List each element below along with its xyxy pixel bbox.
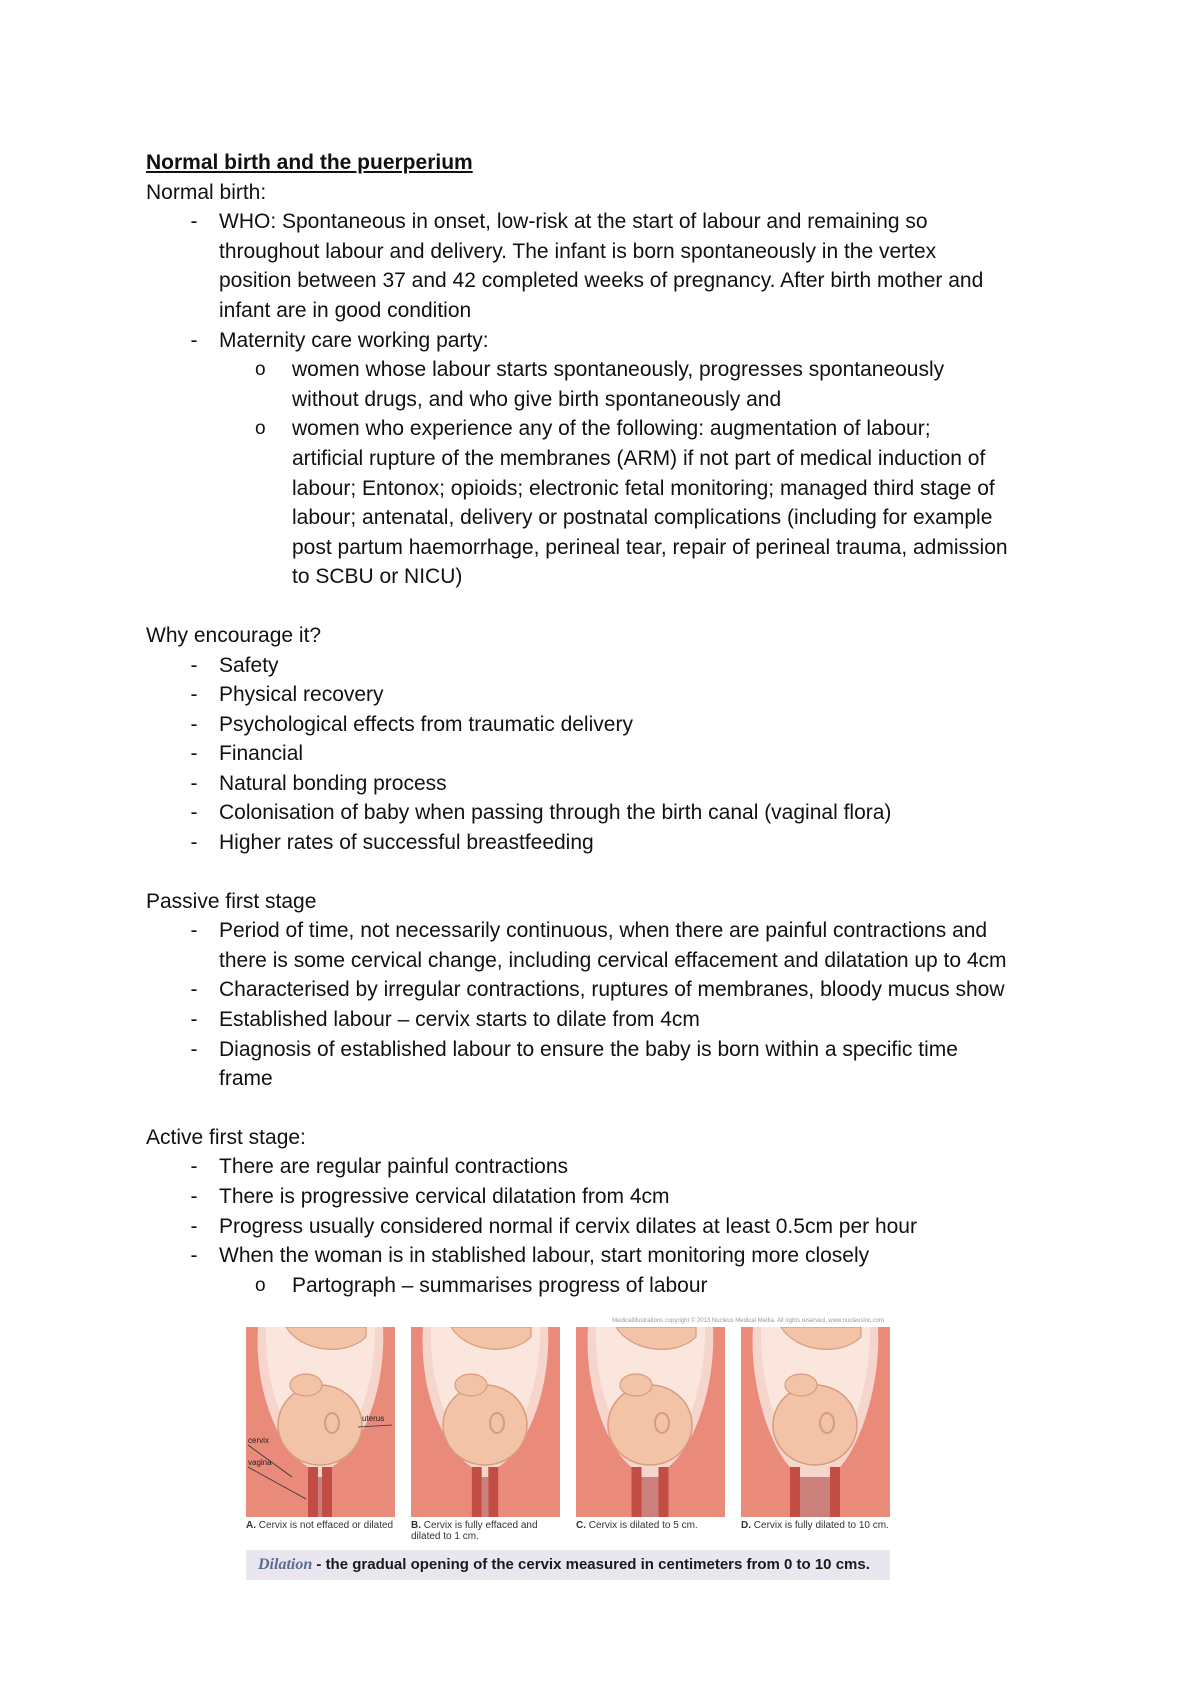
- dash-bullet: -: [190, 683, 198, 707]
- sub-list-item: [219, 355, 1076, 414]
- why-item-text: Physical recovery: [219, 683, 384, 707]
- passive-line: there is some cervical change, including cervical effacement and dilatation up to 4cm: [219, 948, 1007, 972]
- circle-bullet: o: [255, 1274, 266, 1296]
- who-line: position between 37 and 42 completed weeks of pregnancy. After birth mother and: [219, 269, 984, 293]
- fetal-hand: [620, 1374, 652, 1396]
- vaginal-canal: [318, 1477, 322, 1517]
- sub-line: women who experience any of the following: augmentation of labour;: [292, 417, 931, 441]
- cervix-dilation-figure: [246, 1318, 890, 1580]
- dash-bullet: -: [190, 978, 198, 1002]
- sub-list-item: [219, 414, 1076, 592]
- cervix-illustration: [576, 1327, 725, 1517]
- dash-bullet: -: [190, 210, 198, 234]
- list-item: [146, 1182, 1076, 1212]
- who-line: WHO: Spontaneous in onset, low-risk at the start of labour and remaining so: [219, 210, 928, 234]
- fetal-hand: [455, 1374, 487, 1396]
- cervix-left-wall: [632, 1467, 642, 1517]
- why-list: [146, 651, 1076, 858]
- cervix-illustration: [246, 1327, 395, 1517]
- why-item-text: Financial: [219, 742, 304, 766]
- sub-line: artificial rupture of the membranes (ARM) if not part of medical induction of: [292, 446, 986, 470]
- circle-bullet: o: [255, 359, 266, 381]
- active-list: [146, 1152, 1076, 1300]
- active-heading: Active first stage:: [146, 1125, 306, 1149]
- circle-bullet: o: [255, 418, 266, 440]
- dilation-definition: [246, 1550, 890, 1580]
- cervix-illustration: [411, 1327, 560, 1517]
- document-body: [146, 148, 1076, 1300]
- fetal-head: [278, 1385, 362, 1465]
- cervix-right-wall: [488, 1467, 498, 1517]
- panel-b: [411, 1327, 560, 1517]
- dash-bullet: -: [190, 1008, 198, 1032]
- fetal-hand: [290, 1374, 322, 1396]
- cervix-label: cervix: [248, 1436, 269, 1445]
- panel-caption: C. Cervix is dilated to 5 cm.: [576, 1520, 698, 1531]
- list-item: [146, 916, 1076, 975]
- cervix-right-wall: [830, 1467, 840, 1517]
- passive-list: [146, 916, 1076, 1094]
- dash-bullet: -: [190, 831, 198, 855]
- list-item: [146, 769, 1076, 799]
- passive-heading: Passive first stage: [146, 889, 317, 913]
- vaginal-canal: [642, 1477, 659, 1517]
- panel-d: [741, 1327, 890, 1517]
- active-line: When the woman is in stablished labour, start monitoring more closely: [219, 1244, 870, 1268]
- monitoring-sublist: [219, 1271, 1076, 1301]
- panel-caption: B. Cervix is fully effaced and dilated to 1 cm.: [411, 1520, 538, 1542]
- dash-bullet: -: [190, 801, 198, 825]
- copyright-notice: MedicalIllustrations copyright © 2013 Nucleus Medical Media. All rights reserved. www.nucleusinc.com: [612, 1318, 884, 1324]
- panel-caption: D. Cervix is fully dilated to 10 cm.: [741, 1520, 889, 1531]
- sub-line: labour; antenatal, delivery or postnatal complications (including for example: [292, 506, 993, 530]
- why-item-text: Psychological effects from traumatic delivery: [219, 712, 633, 736]
- list-item: [146, 1005, 1076, 1035]
- vagina-label: vagina: [248, 1458, 272, 1467]
- passive-line: Period of time, not necessarily continuous, when there are painful contractions and: [219, 919, 988, 943]
- dash-bullet: -: [190, 328, 198, 352]
- dash-bullet: -: [190, 1185, 198, 1208]
- list-item: [146, 975, 1076, 1005]
- why-item-text: Safety: [219, 653, 279, 677]
- list-item: [146, 1035, 1076, 1094]
- dash-bullet: -: [190, 919, 198, 943]
- fetal-hand: [785, 1374, 817, 1396]
- vaginal-canal: [800, 1477, 830, 1517]
- cervix-left-wall: [308, 1467, 318, 1517]
- fetal-head: [608, 1385, 692, 1465]
- document-title: Normal birth and the puerperium: [146, 151, 473, 174]
- list-item: [146, 651, 1076, 681]
- dash-bullet: -: [190, 1155, 198, 1179]
- vaginal-canal: [482, 1477, 489, 1517]
- list-item: [146, 1241, 1076, 1300]
- list-item: [146, 1152, 1076, 1182]
- list-item: [146, 828, 1076, 858]
- dilation-term: Dilation: [258, 1556, 313, 1573]
- why-heading: Why encourage it?: [146, 623, 322, 647]
- list-item: [146, 739, 1076, 769]
- fetal-head: [773, 1385, 857, 1465]
- list-item: [146, 680, 1076, 710]
- panel-a: [246, 1327, 395, 1517]
- dash-bullet: -: [190, 742, 198, 766]
- uterus-label: uterus: [362, 1414, 385, 1423]
- sub-line: post partum haemorrhage, perineal tear, repair of perineal trauma, admission: [292, 535, 1008, 559]
- dilation-description: - the gradual opening of the cervix measured in centimeters from 0 to 10 cms.: [312, 1556, 870, 1573]
- active-line: Progress usually considered normal if cervix dilates at least 0.5cm per hour: [219, 1214, 917, 1238]
- sub-line: to SCBU or NICU): [292, 565, 463, 589]
- sub-line: Partograph – summarises progress of labour: [292, 1273, 708, 1297]
- fetal-head: [443, 1385, 527, 1465]
- cervix-right-wall: [322, 1467, 332, 1517]
- list-item: [146, 1212, 1076, 1242]
- panel-c: [576, 1327, 725, 1517]
- dash-bullet: -: [190, 771, 198, 795]
- why-item-text: Higher rates of successful breastfeeding: [219, 831, 594, 855]
- normal-birth-heading: Normal birth:: [146, 180, 267, 204]
- who-line: throughout labour and delivery. The infant is born spontaneously in the vertex: [219, 239, 937, 263]
- why-item-text: Natural bonding process: [219, 771, 447, 795]
- passive-line: Characterised by irregular contractions, ruptures of membranes, bloody mucus show: [219, 978, 1005, 1002]
- why-item-text: Colonisation of baby when passing through the birth canal (vaginal flora): [219, 801, 892, 825]
- passive-line: frame: [219, 1067, 273, 1091]
- panel-caption: A. Cervix is not effaced or dilated: [246, 1520, 394, 1531]
- dash-bullet: -: [190, 653, 198, 677]
- dash-bullet: -: [190, 712, 198, 736]
- sub-line: labour; Entonox; opioids; electronic fetal monitoring; managed third stage of: [292, 476, 995, 500]
- who-line: infant are in good condition: [219, 298, 472, 322]
- sub-line: without drugs, and who give birth spontaneously and: [292, 387, 782, 411]
- active-line: There is progressive cervical dilatation from 4cm: [219, 1185, 670, 1208]
- sub-list-item: [219, 1271, 1076, 1301]
- list-item: [146, 207, 1076, 325]
- cervix-left-wall: [790, 1467, 800, 1517]
- list-item: [146, 710, 1076, 740]
- active-line: There are regular painful contractions: [219, 1155, 569, 1179]
- cervix-left-wall: [472, 1467, 482, 1517]
- list-item: [146, 326, 1076, 592]
- list-item: [146, 798, 1076, 828]
- working-party-label: Maternity care working party:: [219, 328, 489, 352]
- normal-birth-list: [146, 207, 1076, 592]
- dash-bullet: -: [190, 1244, 198, 1268]
- passive-line: Diagnosis of established labour to ensure the baby is born within a specific time: [219, 1037, 958, 1061]
- cervix-right-wall: [659, 1467, 669, 1517]
- sub-line: women whose labour starts spontaneously, progresses spontaneously: [292, 358, 945, 382]
- dash-bullet: -: [190, 1214, 198, 1238]
- cervix-illustration: [741, 1327, 890, 1517]
- dash-bullet: -: [190, 1037, 198, 1061]
- passive-line: Established labour – cervix starts to dilate from 4cm: [219, 1008, 700, 1032]
- working-party-sublist: [219, 355, 1076, 592]
